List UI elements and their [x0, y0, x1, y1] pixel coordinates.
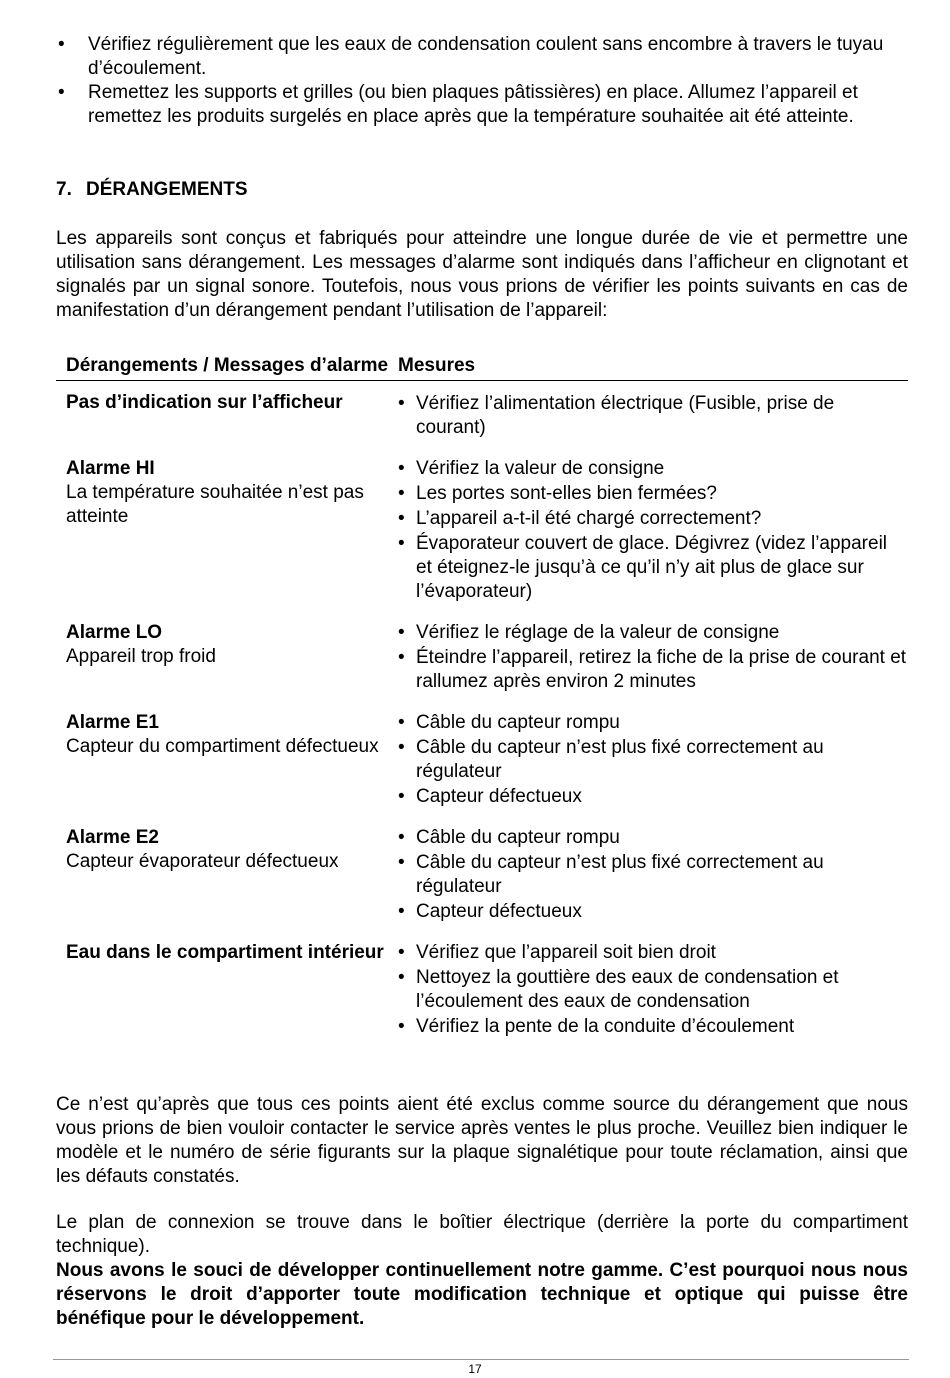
- fault-description: Capteur évaporateur défectueux: [66, 851, 339, 872]
- intro-bullet-item: • Remettez les supports et grilles (ou bien plaques pâtissières) en place. Allumez l’appareil et remettez les produits surgelés en place après que la température souhaitée ait été atteinte.: [56, 81, 911, 129]
- fault-cell: [56, 826, 388, 925]
- troubleshooting-table: [56, 354, 908, 1040]
- intro-bullet-item: • Vérifiez régulièrement que les eaux de condensation coulent sans encombre à travers le tuyau d’écoulement.: [56, 33, 911, 81]
- table-header: [56, 354, 908, 381]
- measure-item: • Câble du capteur rompu: [398, 826, 908, 850]
- measure-item: • Capteur défectueux: [398, 900, 908, 924]
- fault-cell: [56, 391, 388, 441]
- fault-description: Capteur du compartiment défectueux: [66, 736, 379, 757]
- measures-list: [398, 711, 908, 809]
- measures-cell: [388, 457, 908, 605]
- page-number: 17: [468, 1362, 482, 1376]
- table-row: [56, 391, 908, 441]
- measure-item: • Capteur défectueux: [398, 785, 908, 809]
- contact-paragraph: Ce n’est qu’après que tous ces points aient été exclus comme source du dérangement que nous vous prions de bien vouloir contacter le service après ventes le plus proche. Veuillez bien indiquer le modèle et le numéro de série figurants sur la plaque signalétique pour toute réclamation, ainsi que les défauts constatés.: [56, 1094, 908, 1187]
- measures-list: [398, 457, 908, 604]
- fault-title: Eau dans le compartiment intérieur: [66, 942, 384, 963]
- measure-item: • Vérifiez l’alimentation électrique (Fusible, prise de courant): [398, 392, 908, 440]
- intro-bullet-list: [56, 33, 911, 129]
- measures-cell: [388, 826, 908, 925]
- measures-cell: [388, 391, 908, 441]
- fault-title: Pas d’indication sur l’afficheur: [66, 392, 343, 413]
- fault-title: Alarme LO: [66, 622, 163, 643]
- disclaimer-paragraph: Nous avons le souci de développer continuellement notre gamme. C’est pourquoi nous nous réservons le droit d’apporter toute modification technique et optique qui puisse être bénéfique pour le développement.: [56, 1260, 908, 1329]
- measure-item: • Vérifiez la valeur de consigne: [398, 457, 908, 481]
- measures-list: [398, 392, 908, 440]
- fault-cell: [56, 711, 388, 810]
- measure-item: • Évaporateur couvert de glace. Dégivrez (videz l’appareil et éteignez-le jusqu’à ce qu’il n’y ait plus de glace sur l’évaporateur): [398, 532, 908, 604]
- fault-title: Alarme E1: [66, 712, 159, 733]
- table-row: [56, 711, 908, 810]
- fault-cell: [56, 621, 388, 695]
- section-heading: [56, 178, 248, 202]
- measure-item: • Câble du capteur n’est plus fixé correctement au régulateur: [398, 851, 908, 899]
- fault-cell: [56, 941, 388, 1040]
- table-row: [56, 826, 908, 925]
- header-faults: Dérangements / Messages d’alarme: [66, 355, 389, 376]
- measures-list: [398, 941, 908, 1039]
- measure-item: • Vérifiez le réglage de la valeur de consigne: [398, 621, 908, 645]
- table-row: [56, 621, 908, 695]
- fault-cell: [56, 457, 388, 605]
- table-row: [56, 457, 908, 605]
- measures-cell: [388, 621, 908, 695]
- measure-item: • Vérifiez la pente de la conduite d’écoulement: [398, 1015, 908, 1039]
- header-measures: Mesures: [398, 355, 476, 376]
- measure-item: • Les portes sont-elles bien fermées?: [398, 482, 908, 506]
- measures-cell: [388, 711, 908, 810]
- wiring-paragraph: Le plan de connexion se trouve dans le boîtier électrique (derrière la porte du compartiment technique).: [56, 1212, 908, 1257]
- fault-title: Alarme HI: [66, 458, 155, 479]
- measure-item: • Éteindre l’appareil, retirez la fiche de la prise de courant et rallumez après environ 2 minutes: [398, 646, 908, 694]
- measure-item: • L’appareil a-t-il été chargé correctement?: [398, 507, 908, 531]
- measures-cell: [388, 941, 908, 1040]
- measures-list: [398, 621, 908, 694]
- measure-item: • Vérifiez que l’appareil soit bien droit: [398, 941, 908, 965]
- measure-item: • Câble du capteur n’est plus fixé correctement au régulateur: [398, 736, 908, 784]
- fault-description: Appareil trop froid: [66, 646, 216, 667]
- intro-paragraph: Les appareils sont conçus et fabriqués pour atteindre une longue durée de vie et permettre une utilisation sans dérangement. Les messages d’alarme sont indiqués dans l’afficheur en clignotant et signalés par un signal sonore. Toutefois, nous vous prions de vérifier les points suivants en cas de manifestation d’un dérangement pendant l’utilisation de l’appareil:: [56, 228, 908, 321]
- measure-item: • Nettoyez la gouttière des eaux de condensation et l’écoulement des eaux de condensation: [398, 966, 908, 1014]
- table-row: [56, 941, 908, 1040]
- fault-description: La température souhaitée n’est pas atteinte: [66, 482, 364, 527]
- measure-item: • Câble du capteur rompu: [398, 711, 908, 735]
- section-title: DÉRANGEMENTS: [86, 179, 248, 200]
- footer-divider: [53, 1359, 909, 1360]
- section-number: 7.: [56, 179, 72, 200]
- measures-list: [398, 826, 908, 924]
- fault-title: Alarme E2: [66, 827, 159, 848]
